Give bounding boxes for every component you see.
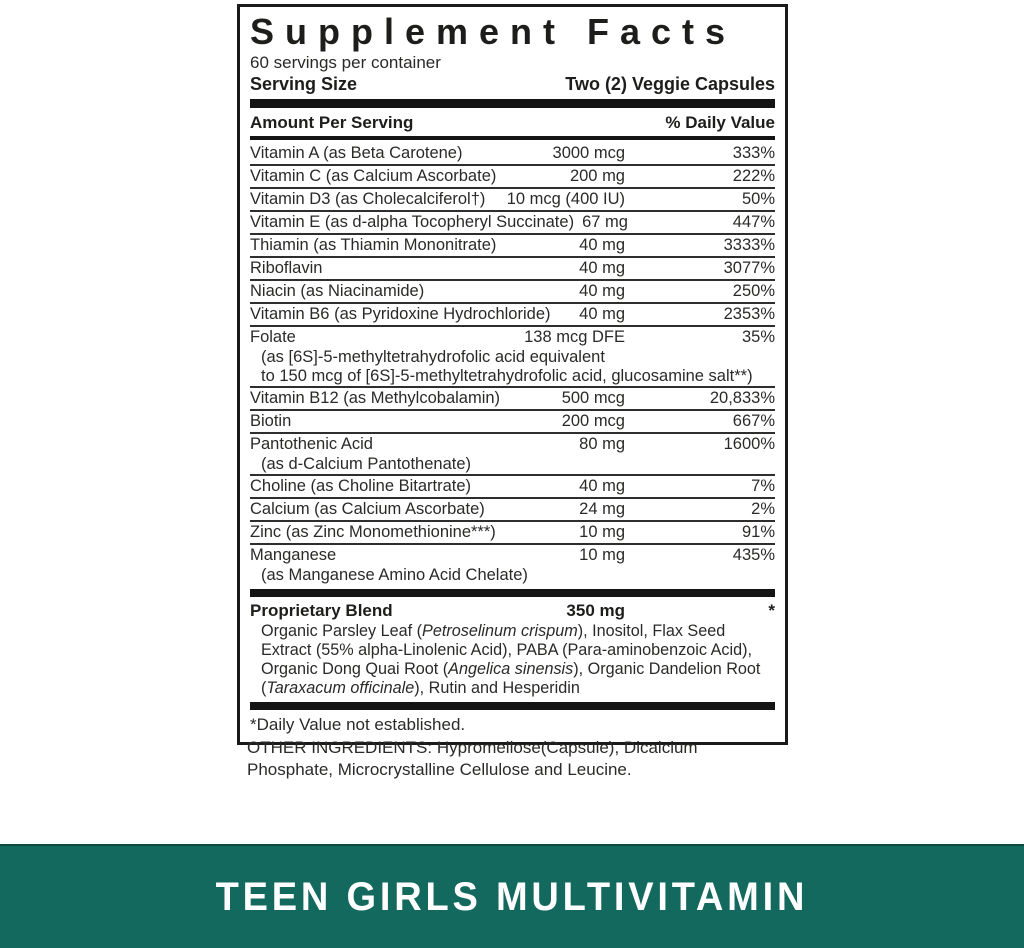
nutrient-row [250, 212, 775, 235]
nutrient-amount: 500 mcg [561, 389, 625, 407]
nutrient-subtext: to 150 mcg of [6S]-5-methyltetrahydrofolic acid, glucosamine salt**) [261, 367, 753, 385]
nutrient-amount: 10 mg [579, 523, 625, 541]
proprietary-blend-row [250, 600, 775, 622]
nutrient-row [250, 388, 775, 411]
other-ingredients-text: OTHER INGREDIENTS: Hypromellose(Capsule), Dicalcium Phosphate, Microcrystalline Cellulose and Leucine. [247, 738, 698, 779]
nutrient-name: Biotin [250, 412, 292, 430]
nutrient-row [250, 522, 775, 545]
nutrient-amount: 3000 mcg [552, 144, 625, 162]
banner-title: TEEN GIRLS MULTIVITAMIN [215, 874, 809, 919]
column-header-row [250, 111, 775, 134]
nutrient-subtext: (as [6S]-5-methyltetrahydrofolic acid equivalent [261, 348, 605, 366]
nutrient-dv: 35% [741, 328, 775, 346]
nutrient-dv: 7% [751, 477, 775, 495]
nutrient-name: Thiamin (as Thiamin Mononitrate) [250, 236, 497, 254]
nutrient-amount: 24 mg [579, 500, 625, 518]
blend-text: Organic Parsley Leaf ( [261, 622, 423, 640]
latin-name: Taraxacum officinale [266, 679, 415, 697]
nutrient-row [250, 304, 775, 327]
nutrient-name: Vitamin A (as Beta Carotene) [250, 144, 463, 162]
supplement-facts-panel [237, 4, 788, 745]
blend-label: Proprietary Blend [250, 601, 393, 620]
nutrient-row [250, 143, 775, 166]
nutrient-amount: 67 mg [582, 213, 628, 231]
nutrient-name: Pantothenic Acid [250, 435, 373, 453]
nutrient-row [250, 545, 775, 585]
divider-bar-blend-top [250, 589, 775, 597]
product-banner [0, 844, 1024, 948]
blend-amount: 350 mg [566, 601, 625, 620]
nutrient-dv: 2% [751, 500, 775, 518]
nutrient-dv: 20,833% [709, 389, 775, 407]
blend-text: ), Inositol, Flax Seed Extract (55% alpha-Linolenic Acid), PABA (Para-aminobenzoic Acid), Organic Dong Quai Root ( [261, 622, 752, 678]
divider-bar-footnote-top [250, 702, 775, 710]
nutrient-name: Calcium (as Calcium Ascorbate) [250, 500, 485, 518]
nutrient-dv: 91% [741, 523, 775, 541]
nutrient-row [250, 499, 775, 522]
nutrient-name: Vitamin C (as Calcium Ascorbate) [250, 167, 497, 185]
nutrient-amount: 40 mg [579, 477, 625, 495]
nutrient-name: Vitamin B6 (as Pyridoxine Hydrochloride) [250, 305, 551, 323]
nutrient-dv: 1600% [723, 435, 775, 453]
nutrient-amount: 200 mcg [561, 412, 625, 430]
nutrient-dv: 333% [732, 144, 775, 162]
nutrient-name: Vitamin B12 (as Methylcobalamin) [250, 389, 501, 407]
nutrient-name: Manganese [250, 546, 337, 564]
blend-text: ), Rutin and Hesperidin [414, 679, 580, 697]
nutrient-name: Niacin (as Niacinamide) [250, 282, 425, 300]
nutrient-dv: 250% [732, 282, 775, 300]
divider-bar-medium [250, 136, 775, 140]
nutrient-table [250, 143, 775, 585]
nutrient-dv: 667% [732, 412, 775, 430]
blend-text: ), Organic Dandelion Root ( [261, 660, 761, 697]
nutrient-row [250, 411, 775, 434]
nutrient-row [250, 281, 775, 304]
nutrient-amount: 40 mg [579, 259, 625, 277]
serving-size-row [250, 73, 775, 96]
serving-size-label: Serving Size [250, 74, 358, 94]
nutrient-dv: 3333% [723, 236, 775, 254]
nutrient-subtext: (as d-Calcium Pantothenate) [261, 455, 472, 473]
nutrient-dv: 2353% [723, 305, 775, 323]
nutrient-amount: 10 mg [579, 546, 625, 564]
nutrient-row [250, 476, 775, 499]
daily-value-header: % Daily Value [665, 113, 775, 132]
nutrient-amount: 40 mg [579, 282, 625, 300]
latin-name: Angelica sinensis [448, 660, 574, 678]
nutrient-dv: 447% [732, 213, 775, 231]
servings-per-container: 60 servings per container [250, 53, 441, 72]
nutrient-row [250, 258, 775, 281]
nutrient-name: Choline (as Choline Bitartrate) [250, 477, 472, 495]
nutrient-amount: 80 mg [579, 435, 625, 453]
nutrient-amount: 10 mcg (400 IU) [506, 190, 625, 208]
nutrient-dv: 3077% [723, 259, 775, 277]
latin-name: Petroselinum crispum [422, 622, 578, 640]
nutrient-row [250, 189, 775, 212]
nutrient-name: Vitamin D3 (as Cholecalciferol†) [250, 190, 486, 208]
nutrient-name: Vitamin E (as d-alpha Tocopheryl Succinate) [250, 213, 575, 231]
nutrient-dv: 435% [732, 546, 775, 564]
nutrient-name: Folate [250, 328, 296, 346]
nutrient-amount: 200 mg [569, 167, 625, 185]
nutrient-row [250, 327, 775, 388]
nutrient-amount: 40 mg [579, 305, 625, 323]
amount-per-serving-header: Amount Per Serving [250, 113, 414, 132]
nutrient-dv: 222% [732, 167, 775, 185]
serving-size-value: Two (2) Veggie Capsules [565, 74, 775, 94]
nutrient-row [250, 235, 775, 258]
nutrient-name: Zinc (as Zinc Monomethionine***) [250, 523, 496, 541]
daily-value-footnote: *Daily Value not established. [250, 715, 466, 734]
nutrient-dv: 50% [741, 190, 775, 208]
nutrient-row [250, 434, 775, 476]
nutrient-subtext: (as Manganese Amino Acid Chelate) [261, 566, 528, 584]
nutrient-amount: 138 mcg DFE [524, 328, 625, 346]
panel-title: Supplement Facts [250, 12, 737, 52]
nutrient-row [250, 166, 775, 189]
nutrient-name: Riboflavin [250, 259, 323, 277]
blend-dv-asterisk: * [768, 601, 775, 620]
blend-description [250, 622, 775, 698]
nutrient-amount: 40 mg [579, 236, 625, 254]
divider-bar-thick [250, 99, 775, 108]
